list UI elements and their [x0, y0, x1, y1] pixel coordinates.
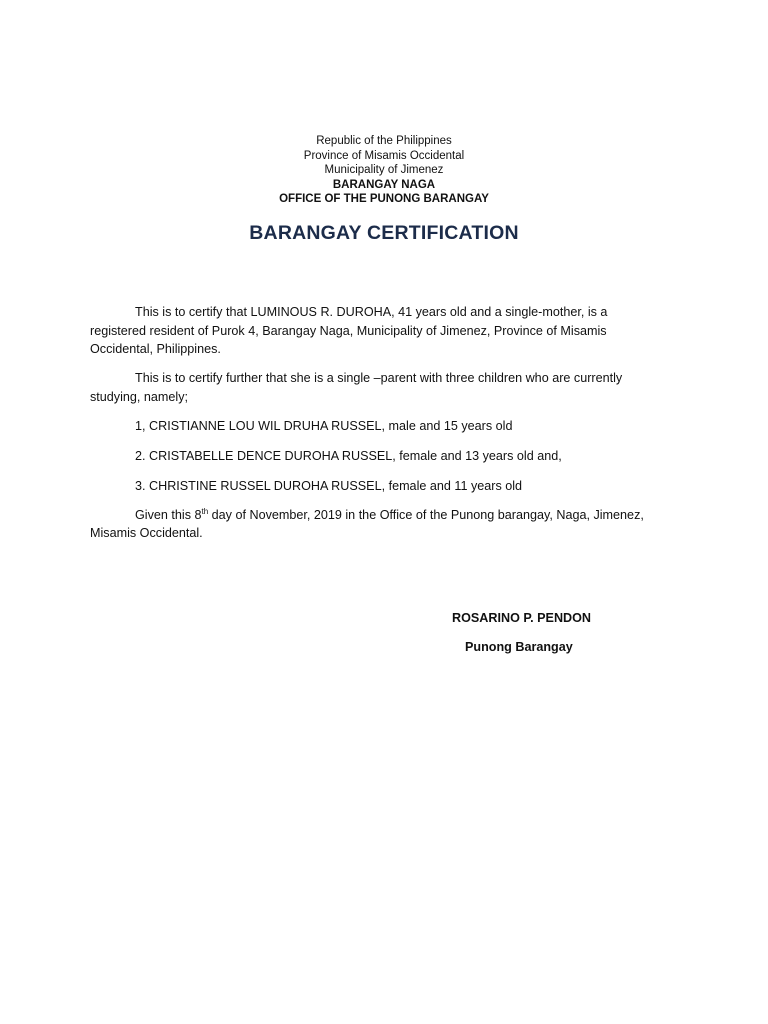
header-office: OFFICE OF THE PUNONG BARANGAY — [279, 193, 489, 206]
paragraph-children-intro: This is to certify further that she is a single –parent with three children who are currently studying, namely; — [90, 371, 623, 404]
header-country: Republic of the Philippines — [316, 135, 452, 147]
given-ordinal-suffix: th — [201, 506, 209, 516]
document-title: BARANGAY CERTIFICATION — [249, 222, 519, 244]
letterhead — [0, 134, 768, 207]
header-province: Province of Misamis Occidental — [303, 149, 465, 162]
child-item-1: 1, CRISTIANNE LOU WIL DRUHA RUSSEL, male and 15 years old — [135, 418, 513, 433]
certification-body — [90, 303, 664, 554]
child-item-2: 2. CRISTABELLE DENCE DUROHA RUSSEL, female and 13 years old and, — [135, 448, 562, 463]
child-item-3: 3. CHRISTINE RUSSEL DUROHA RUSSEL, female and 11 years old — [135, 478, 523, 493]
signatory-name: ROSARINO P. PENDON — [452, 611, 592, 625]
paragraph-given — [90, 506, 664, 543]
signatory-title: Punong Barangay — [465, 640, 573, 654]
given-prefix: Given this 8 — [135, 507, 202, 522]
header-barangay: BARANGAY NAGA — [332, 178, 436, 191]
header-municipality: Municipality of Jimenez — [324, 164, 444, 177]
given-rest: day of November, 2019 in the Office of the Punong barangay, Naga, Jimenez, Misamis Occidental. — [90, 507, 644, 541]
paragraph-resident: This is to certify that LUMINOUS R. DUROHA, 41 years old and a single-mother, is a registered resident of Purok 4, Barangay Naga, Municipality of Jimenez, Province of Misamis Occidental, Philippines. — [90, 305, 608, 357]
